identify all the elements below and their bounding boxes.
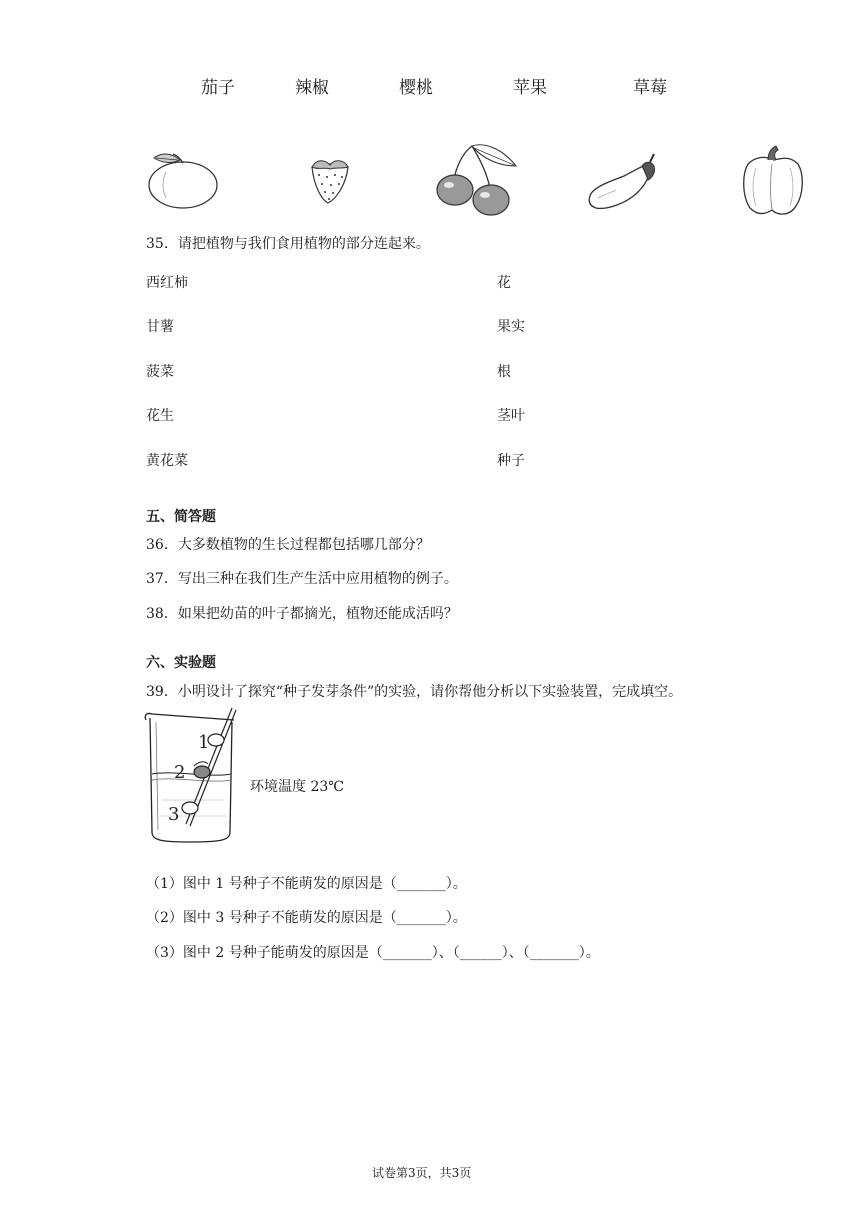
- label-cherry: 樱桃: [399, 78, 433, 98]
- q35-right-item: 花: [497, 275, 511, 291]
- question-39: 39．小明设计了探究“种子发芽条件”的实验，请你帮他分析以下实验装置，完成填空。: [146, 684, 683, 700]
- blank-question-3: （3）图中 2 号种子能萌发的原因是（_______）、（______）、（_______）。: [146, 945, 600, 961]
- pepper-drawing: [738, 144, 808, 218]
- beaker-experiment-figure: [142, 708, 242, 848]
- q35-right-item: 种子: [497, 453, 525, 469]
- q35-left-item: 菠菜: [146, 364, 174, 380]
- label-eggplant: 茄子: [201, 78, 235, 98]
- page-footer: 试卷第3页，共3页: [372, 1166, 472, 1180]
- q35-right-item: 果实: [497, 319, 525, 335]
- cherry-drawing: [432, 142, 524, 218]
- q35-left-item: 黄花菜: [146, 453, 188, 469]
- seed-label-3: 3: [168, 804, 180, 825]
- question-37: 37．写出三种在我们生产生活中应用植物的例子。: [146, 571, 458, 587]
- label-strawberry: 草莓: [633, 78, 667, 98]
- question-38: 38．如果把幼苗的叶子都摘光，植物还能成活吗？: [146, 606, 458, 622]
- label-apple: 苹果: [513, 78, 547, 98]
- q35-right-item: 茎叶: [497, 408, 525, 424]
- q35-prompt: 35．请把植物与我们食用植物的部分连起来。: [146, 236, 430, 252]
- section-title-short-answer: 五、简答题: [146, 509, 216, 525]
- label-chili: 辣椒: [295, 78, 329, 98]
- q35-left-item: 西红柿: [146, 275, 188, 291]
- strawberry-drawing: [304, 155, 354, 205]
- figure-caption-temperature: 环境温度 23℃: [250, 779, 344, 795]
- apple-drawing: [146, 150, 222, 210]
- blank-question-1: （1）图中 1 号种子不能萌发的原因是（_______）。: [146, 876, 467, 892]
- q35-left-item: 甘薯: [146, 319, 174, 335]
- blank-question-2: （2）图中 3 号种子不能萌发的原因是（_______）。: [146, 910, 467, 926]
- seed-label-1: 1: [198, 732, 210, 753]
- seed-label-2: 2: [174, 762, 186, 783]
- question-36: 36．大多数植物的生长过程都包括哪几部分？: [146, 537, 430, 553]
- eggplant-drawing: [586, 152, 662, 212]
- q35-right-item: 根: [497, 364, 511, 380]
- q35-left-item: 花生: [146, 408, 174, 424]
- section-title-experiment: 六、实验题: [146, 655, 216, 671]
